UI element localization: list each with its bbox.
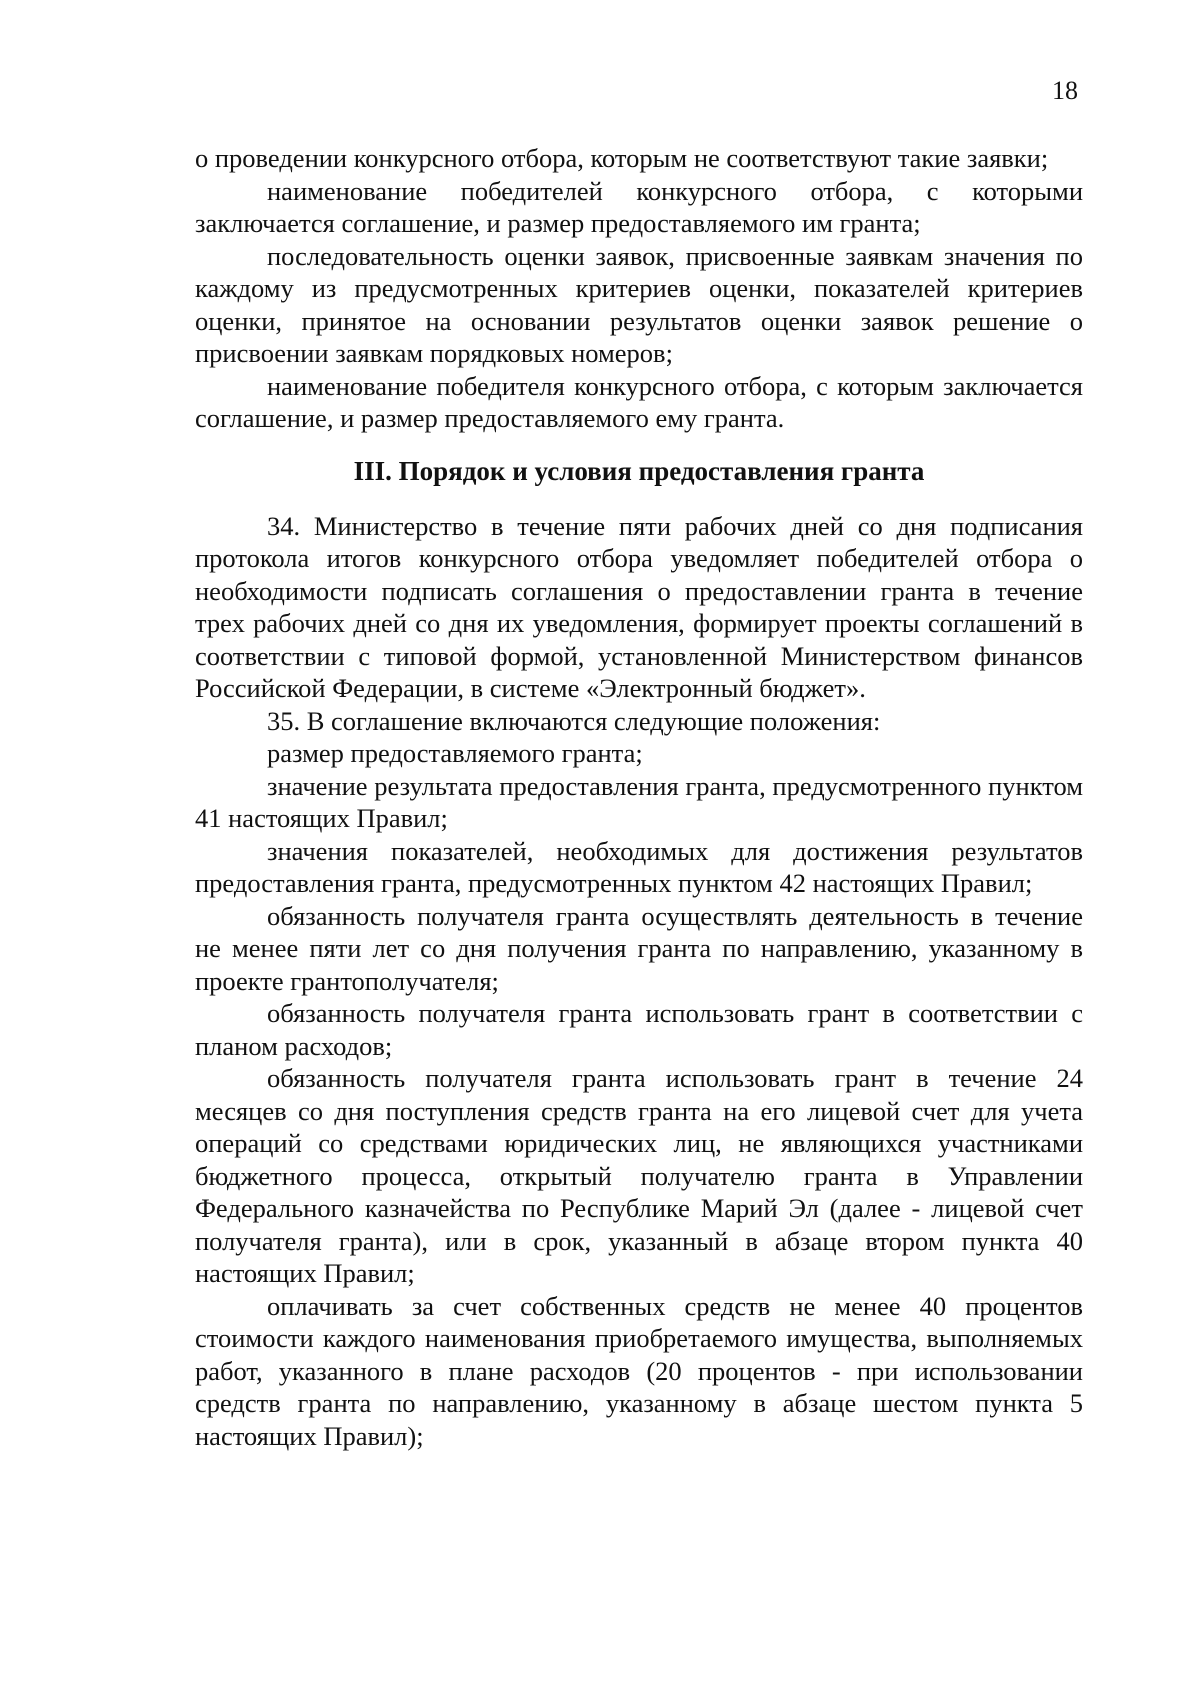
document-body [195, 142, 1083, 1452]
paragraph: наименование победителя конкурсного отбора, с которым заключается соглашение, и размер предоставляемого ему гранта. [195, 370, 1083, 433]
paragraph: наименование победителей конкурсного отбора, с которыми заключается соглашение, и размер предоставляемого им гранта; [195, 175, 1083, 238]
paragraph: оплачивать за счет собственных средств не менее 40 процентов стоимости каждого наименования приобретаемого имущества, выполняемых работ, указанного в плане расходов (20 процентов - при использовании средств гранта по направлению, указанному в абзаце шестом пункта 5 настоящих Правил); [195, 1290, 1083, 1451]
paragraph-clause-34: 34. Министерство в течение пяти рабочих дней со дня подписания протокола итогов конкурсного отбора уведомляет победителей отбора о необходимости подписать соглашения о предоставлении гранта в течение трех рабочих дней со дня их уведомления, формирует проекты соглашений в соответствии с типовой формой, установленной Министерством финансов Российской Федерации, в системе «Электронный бюджет». [195, 510, 1083, 703]
paragraph-clause-35: 35. В соглашение включаются следующие положения: [267, 705, 881, 736]
paragraph-continuation: о проведении конкурсного отбора, которым не соответствуют такие заявки; [195, 143, 1049, 173]
section-heading: III. Порядок и условия предоставления гранта [353, 455, 925, 486]
paragraph: обязанность получателя гранта использовать грант в течение 24 месяцев со дня поступления средств гранта на его лицевой счет для учета операций со средствами юридических лиц, не являющихся участниками бюджетного процесса, открытый получателю гранта в Управлении Федерального казначейства по Республике Марий Эл (далее - лицевой счет получателя гранта), или в срок, указанный в абзаце втором пункта 40 настоящих Правил; [195, 1063, 1083, 1288]
paragraph: последовательность оценки заявок, присвоенные заявкам значения по каждому из предусмотренных критериев оценки, показателей критериев оценки, принятое на основании результатов оценки заявок решение о присвоении заявкам порядковых номеров; [195, 240, 1083, 368]
paragraph: обязанность получателя гранта использовать грант в соответствии с планом расходов; [195, 998, 1083, 1061]
paragraph: значение результата предоставления гранта, предусмотренного пунктом 41 настоящих Правил; [195, 770, 1083, 833]
paragraph: значения показателей, необходимых для достижения результатов предоставления гранта, предусмотренных пунктом 42 настоящих Правил; [195, 835, 1083, 898]
page-number: 18 [1052, 76, 1078, 105]
paragraph: размер предоставляемого гранта; [267, 738, 643, 768]
paragraph: обязанность получателя гранта осуществлять деятельность в течение не менее пяти лет со дня получения гранта по направлению, указанному в проекте грантополучателя; [195, 900, 1083, 996]
